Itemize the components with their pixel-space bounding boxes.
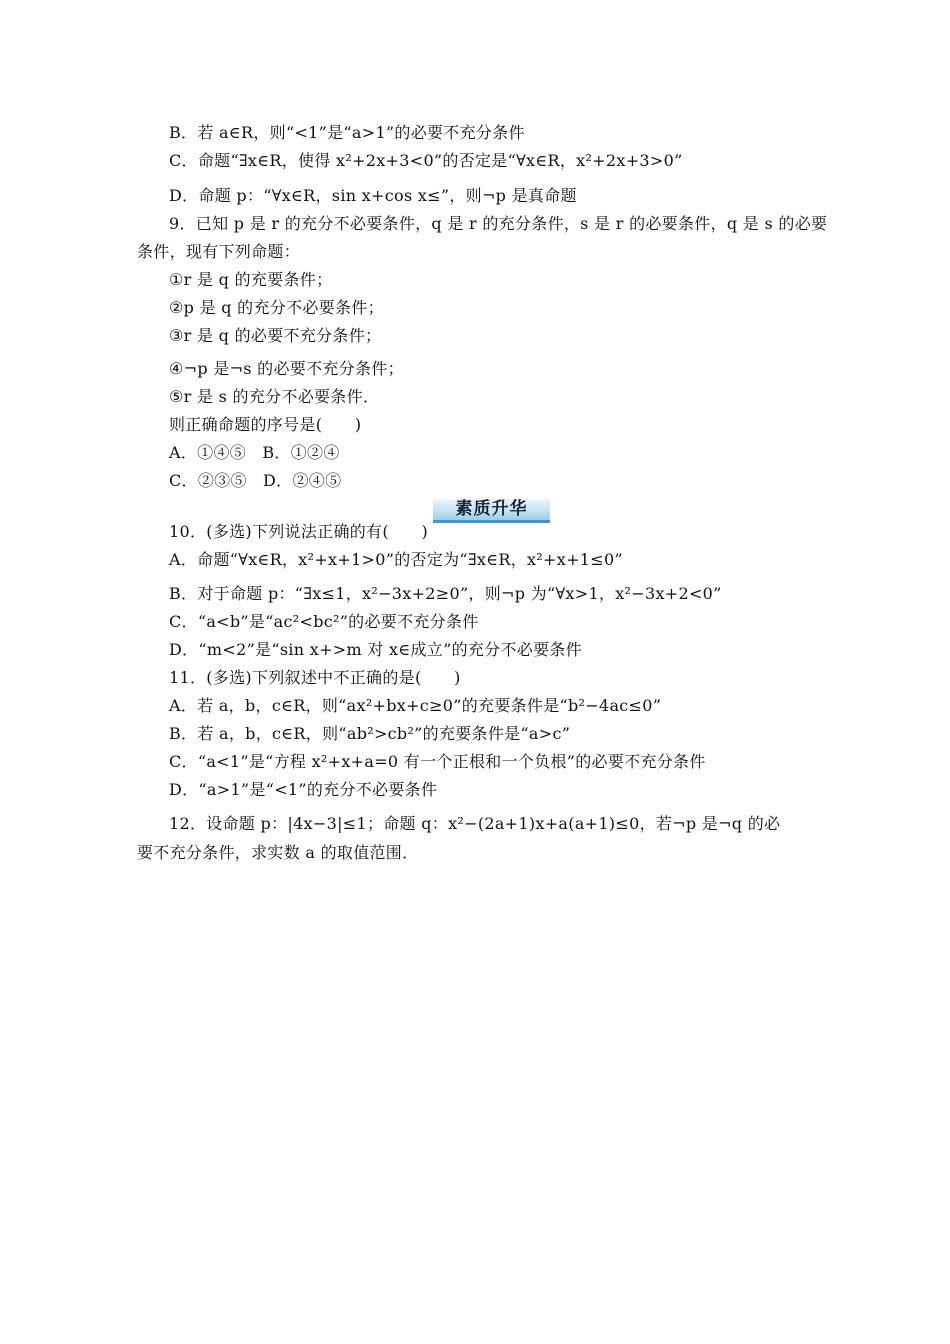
question-9-statement-3: ③r 是 q 的必要不充分条件； — [169, 326, 382, 345]
question-9-options-c-d: C．②③⑤ D．②④⑤ — [169, 471, 342, 490]
question-11-option-c: C．“a<1”是“方程 x²+x+a=0 有一个正根和一个负根”的必要不充分条件 — [169, 752, 706, 771]
question-10-option-b: B．对于命题 p：“∃x≤1，x²−3x+2≥0”，则¬p 为“∀x>1，x²−3x+2<0” — [169, 584, 722, 603]
question-8-option-c: C．命题“∃x∈R，使得 x²+2x+3<0”的否定是“∀x∈R，x²+2x+3>0” — [169, 151, 683, 170]
question-11-option-a: A．若 a，b，c∈R，则“ax²+bx+c≥0”的充要条件是“b²−4ac≤0” — [169, 696, 662, 715]
question-11-option-d: D．“a>1”是“<1”的充分不必要条件 — [169, 780, 438, 799]
question-10-option-c: C．“a<b”是“ac²<bc²”的必要不充分条件 — [169, 612, 479, 631]
question-11-option-b: B．若 a，b，c∈R，则“ab²>cb²”的充要条件是“a>c” — [169, 724, 571, 743]
question-12-stem: 12．设命题 p：|4x−3|≤1；命题 q：x²−(2a+1)x+a(a+1)≤0，若¬p 是¬q 的必 — [169, 814, 781, 833]
section-banner-title: 素质升华 — [455, 499, 528, 519]
question-9-statement-2: ②p 是 q 的充分不必要条件； — [169, 298, 384, 317]
question-9-stem-continued: 条件，现有下列命题： — [137, 242, 301, 261]
question-9-stem: 9．已知 p 是 r 的充分不必要条件，q 是 r 的充分条件，s 是 r 的必要条件，q 是 s 的必要 — [169, 214, 828, 233]
question-8-option-b: B．若 a∈R，则“<1”是“a>1”的必要不充分条件 — [169, 123, 525, 142]
question-10-stem: 10．(多选)下列说法正确的有( ) — [169, 522, 429, 541]
question-10-option-a: A．命题“∀x∈R，x²+x+1>0”的否定为“∃x∈R，x²+x+1≤0” — [169, 550, 623, 569]
question-11-stem: 11．(多选)下列叙述中不正确的是( ) — [169, 668, 461, 687]
question-9-prompt: 则正确命题的序号是( ) — [169, 415, 362, 434]
section-banner — [433, 499, 550, 523]
question-9-statement-4: ④¬p 是¬s 的必要不充分条件； — [169, 359, 404, 378]
question-9-options-a-b: A．①④⑤ B．①②④ — [169, 443, 340, 462]
question-10-option-d: D．“m<2”是“sin x+>m 对 x∈成立”的充分不必要条件 — [169, 640, 582, 659]
question-12-stem-continued: 要不充分条件，求实数 a 的取值范围． — [137, 843, 419, 862]
question-9-statement-1: ①r 是 q 的充要条件； — [169, 270, 333, 289]
question-9-statement-5: ⑤r 是 s 的充分不必要条件． — [169, 387, 380, 406]
question-8-option-d: D．命题 p：“∀x∈R，sin x+cos x≤”，则¬p 是真命题 — [169, 186, 577, 205]
